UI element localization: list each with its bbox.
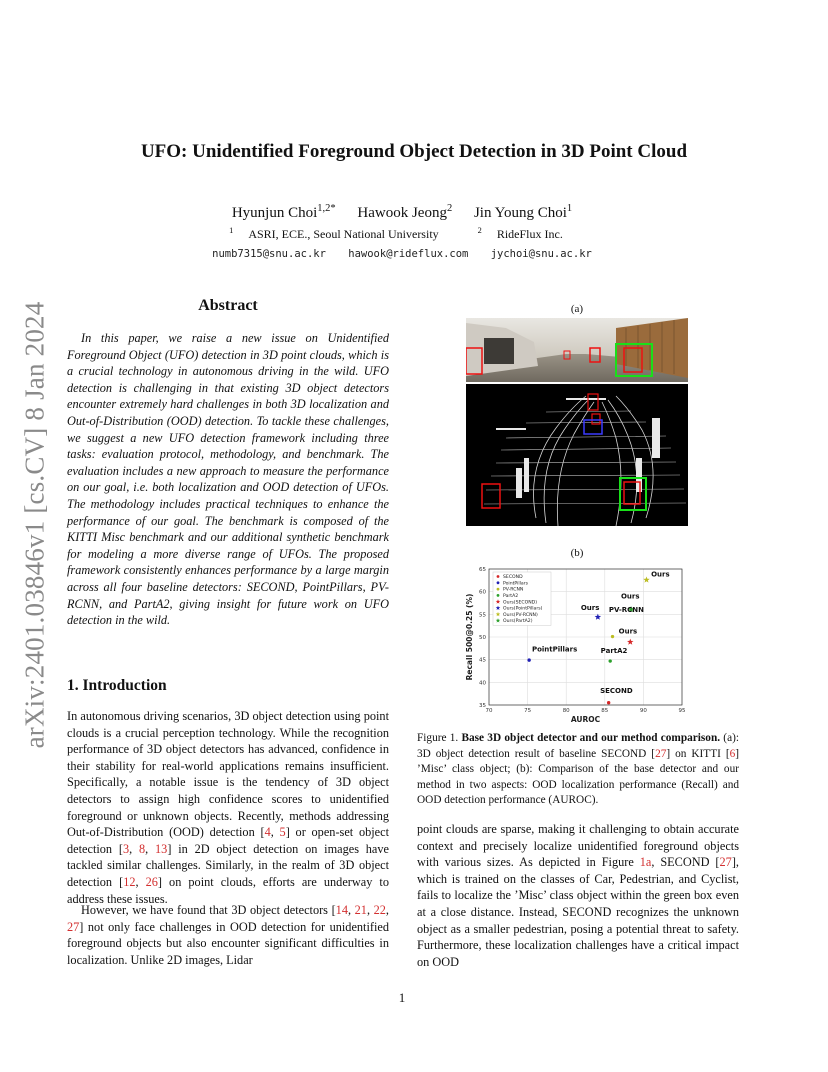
x-tick-label: 85 [601, 708, 609, 714]
citation-link[interactable]: 27 [655, 747, 667, 760]
arxiv-identifier: arXiv:2401.03846v1 [cs.CV] 8 Jan 2024 [19, 301, 50, 749]
x-tick-label: 80 [562, 708, 570, 714]
figure-link[interactable]: 1a [639, 855, 652, 870]
lidar-detection-image [466, 318, 688, 526]
data-annotation: PV-RCNN [608, 606, 645, 615]
text-run: , [135, 874, 146, 889]
garage-door [484, 338, 514, 364]
page-number: 1 [398, 990, 406, 1005]
data-annotation: Ours [620, 592, 640, 601]
email: hawook@rideflux.com [348, 248, 469, 260]
text-run: ], which is trained on the classes of Car, Pedestrian, and Cyclist, fails to localize the ’Misc’ class object within the green box even at a close distance. Instead, SECOND recognizes the unknown object as a smaller pedestrian, posing a potential threat to safety. Furthermore, these localization challenges have a critical impact on OOD [417, 855, 739, 969]
figure-1b-chart [462, 562, 692, 725]
abstract-text: In this paper, we raise a new issue on Unidentified Foreground Object (UFO) detection in 3D point clouds, which is a crucial technology in autonomous driving in the wild. UFO detection is challenging in that existing 3D object detectors encounter extremely hard challenges in both 3D localization and Out-of-Distribution (OOD) detection. To tackle these challenges, we suggest a new UFO detection framework including three tasks: evaluation protocol, methodology, and benchmark. The evaluation includes a new approach to measure the performance on our goal, i.e. both localization and OOD detection of UFOs. The methodology includes practical techniques to enhance the performance of our goal. The benchmark is composed of the KITTI Misc benchmark and our additional synthetic benchmark for modeling a more diverse range of UFOs. The proposed framework consistently enhances performance by a large margin across all four baseline detectors: SECOND, PointPillars, PV-RCNN, and PartA2, giving insight for future work on UFO detection in the wild. [67, 331, 389, 628]
section-heading-introduction: 1. Introduction [67, 677, 167, 694]
data-point-dot [607, 701, 610, 704]
data-annotation: PointPillars [531, 645, 578, 654]
legend-entry: PointPillars [503, 581, 529, 587]
x-tick-label: 75 [524, 708, 532, 714]
text-run: However, we have found that 3D object detectors [ [81, 903, 336, 917]
text-run: , [129, 841, 139, 856]
legend-marker-dot [497, 594, 500, 597]
email: numb7315@snu.ac.kr [212, 248, 326, 260]
affiliation [478, 227, 575, 241]
caption-title: Base 3D object detector and our method comparison. [461, 732, 721, 744]
citation-link[interactable]: 8 [139, 841, 146, 856]
author-name: Jin Young Choi [473, 205, 567, 221]
affiliation-sup: 2 [477, 226, 482, 235]
intro-paragraph-1 [67, 708, 389, 907]
text-run: point clouds are sparse, making it challenging to obtain accurate context and precisely localize unidentified foreground objects with various sizes. As depicted in Figure [417, 822, 739, 870]
y-axis-label: Recall 500@0.25 (%) [465, 593, 474, 681]
text-run: In autonomous driving scenarios, 3D object detection using point clouds is a crucial perception technology. While the recognition performance of 3D object detectors has advanced, confidence in their stability for real-world applications remains insufficient. Specifically, a notable issue is the tendency of 3D object detectors to assign high confidence scores to unidentified foreground or unknown objects. Recently, methods addressing Out-of-Distribution (OOD) detection [ [67, 709, 389, 840]
legend-marker-dot [497, 575, 500, 578]
y-tick-label: 40 [479, 680, 486, 687]
legend-entry: PartA2 [503, 594, 519, 599]
figure-label-b: (b) [570, 547, 584, 559]
text-run: , [270, 825, 280, 840]
y-tick-label: 45 [479, 657, 486, 664]
text-run: ] ’Misc’ class object; (b): Comparison of the base detector and our method in two aspects: OOD localization performance (Recall) and OOD detection performance (AUROC). [417, 747, 740, 807]
citation-link[interactable]: 21 [354, 903, 367, 917]
citation-link[interactable]: 5 [279, 825, 286, 840]
text-run: , [145, 841, 156, 856]
citation-link[interactable]: 3 [122, 841, 130, 856]
data-annotation: Ours [580, 603, 600, 612]
figure-label-a: (a) [570, 303, 584, 315]
y-tick-label: 55 [479, 612, 486, 619]
affiliation-sup: 1 [229, 226, 234, 235]
y-tick-label: 60 [479, 589, 486, 596]
citation-link[interactable]: 26 [145, 874, 158, 889]
scatter-chart [462, 562, 692, 725]
citation-link[interactable]: 12 [123, 874, 136, 889]
figure-caption [417, 731, 739, 809]
author-sup: 2 [446, 203, 453, 214]
email: jychoi@snu.ac.kr [490, 248, 592, 260]
text-run: ] on point clouds, efforts are underway to address these issues. [67, 874, 389, 906]
arxiv-sidebar [10, 290, 60, 760]
x-tick-label: 95 [678, 708, 686, 714]
x-tick-label: 70 [485, 708, 493, 714]
legend-entry: Ours(PartA2) [503, 619, 533, 625]
data-point-dot [611, 635, 614, 638]
data-annotation: SECOND [600, 686, 633, 695]
y-tick-label: 50 [479, 635, 486, 641]
citation-link[interactable]: 6 [729, 747, 736, 760]
author [232, 205, 336, 221]
x-tick-label: 90 [639, 708, 647, 714]
citation-link[interactable]: 4 [264, 825, 271, 840]
legend-entry: SECOND [503, 575, 523, 581]
citation-link[interactable]: 22 [373, 903, 386, 917]
data-point-star [627, 639, 633, 645]
x-axis-label: AUROC [570, 715, 601, 724]
figure-1a-image [466, 318, 688, 526]
legend-entry: PV-RCNN [503, 587, 524, 593]
text-run: ] not only face challenges in OOD detection for unidentified foreground objects but also encounter significant difficulties in localization. Unlike 2D images, Lidar [67, 919, 389, 967]
legend-marker-dot [497, 581, 500, 584]
text-run: , [385, 903, 389, 917]
author-name: Hyunjun Choi [231, 205, 318, 221]
data-point-dot [527, 658, 530, 661]
data-annotation: Ours [618, 627, 638, 636]
legend-entry: Ours(PointPillars) [503, 606, 543, 612]
citation-link[interactable]: 13 [155, 841, 168, 856]
text-run: (a): 3D object detection result of baseline SECOND [ [417, 732, 739, 760]
abstract-heading: Abstract [198, 297, 258, 314]
author-sup: 1 [566, 203, 573, 214]
intro-paragraph-2 [67, 902, 389, 968]
text-run: ] on KITTI [ [666, 747, 730, 760]
citation-link[interactable]: 14 [335, 903, 348, 917]
affiliation-text: ASRI, ECE., Seoul National University [248, 227, 439, 241]
data-point-dot [609, 659, 612, 662]
data-annotation: Ours [651, 570, 670, 579]
data-point-star [643, 576, 649, 582]
text-run: , SECOND [ [651, 855, 720, 870]
text-run: , [366, 903, 374, 917]
y-tick-label: 35 [479, 703, 486, 709]
author-list [0, 203, 804, 222]
y-tick-label: 65 [479, 567, 486, 573]
affiliations [0, 226, 804, 242]
author [357, 205, 452, 221]
right-column-paragraph [417, 821, 739, 970]
text-run: ] or open-set object detection [ [67, 825, 389, 856]
affiliation [229, 227, 451, 241]
author [474, 205, 572, 221]
paper-title: UFO: Unidentified Foreground Object Detection in 3D Point Cloud [140, 141, 688, 162]
affiliation-text: RideFlux Inc. [496, 227, 563, 241]
email-list [0, 248, 804, 260]
text-run: , [347, 903, 355, 917]
legend-entry: Ours(SECOND) [503, 600, 538, 606]
citation-link[interactable]: 27 [719, 855, 732, 870]
legend-entry: Ours(PV-RCNN) [503, 612, 538, 618]
citation-link[interactable]: 27 [67, 919, 80, 934]
legend-marker-dot [497, 588, 500, 591]
author-name: Hawook Jeong [357, 205, 447, 221]
text-run: ] in 2D object detection on images have tackled similar challenges. Similarly, in the realm of 3D object detection [ [67, 841, 390, 889]
caption-lead: Figure 1. [417, 732, 462, 744]
data-annotation: PartA2 [600, 646, 628, 655]
author-sup: 1,2* [317, 203, 336, 214]
